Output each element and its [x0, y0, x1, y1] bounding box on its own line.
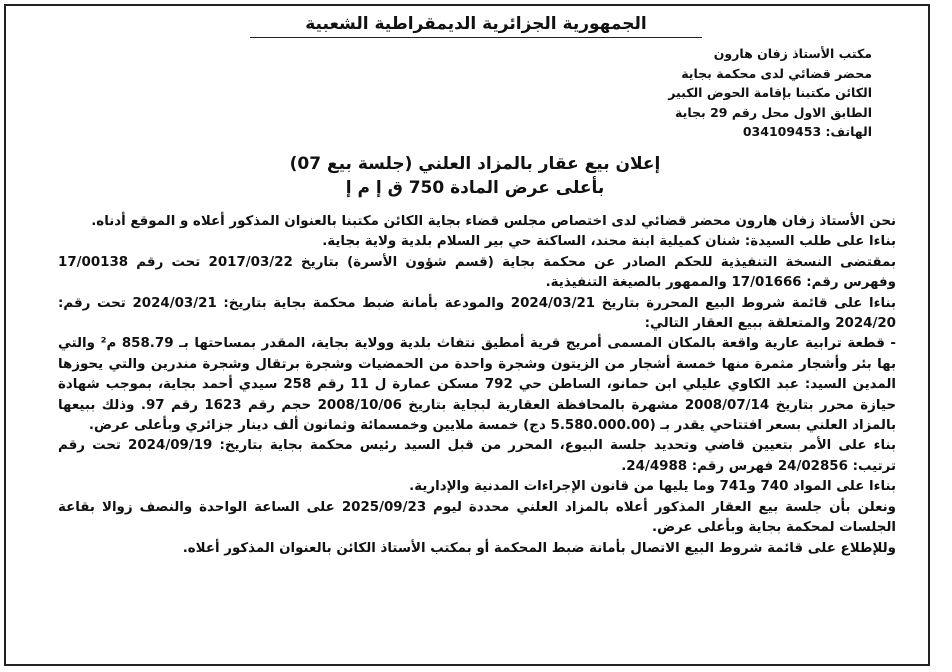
office-phone: الهاتف: 034109453: [742, 124, 872, 139]
body-paragraph-judgment: بمقتضى النسخة التنفيذية للحكم الصادر عن محكمة بجاية (قسم شؤون الأسرة) بتاريخ 2017/03/22 تحت رقم 17/00138 وفهرس رقم: 17/01666 والممهور بالصيغة التنفيذية.: [58, 254, 896, 291]
body-paragraph-conditions: بناءا على قائمة شروط البيع المحررة بتاريخ 2024/03/21 والمودعة بأمانة ضبط محكمة بجاية بتاريخ: 2024/03/21 تحت رقم: 2024/20 والمتعلقة ببيع العقار التالي:: [58, 295, 897, 332]
body-paragraph-session: ونعلن بأن جلسة بيع العقار المذكور أعلاه بالمزاد العلني محددة ليوم 2025/09/23 على الساعة الواحدة والنصف زوالا بقاعة الجلسات لمحكمة بجاية وبأعلى عرض.: [58, 499, 896, 536]
office-role: محضر قضائي لدى محكمة بجاية: [681, 65, 872, 81]
body-paragraph-request: بناءا على طلب السيدة: شنان كميلية ابنة محند، الساكنة حي بير السلام بلدية ولاية بجاية.: [322, 234, 896, 250]
bailiff-office-block: [572, 44, 872, 142]
notice-body: [58, 212, 896, 559]
body-paragraph-property: - قطعة ترابية عارية واقعة بالمكان المسمى أمريج قرية أمطيق نتفاث بلدية وولاية بجاية، المقدر بمساحتها بـ 858.79 م² والتي بها بئر وأشجار مثمرة منها خمسة أشجار من الزيتون وشجرة واحدة من الحمضيات وشجرة برتقال وشجرة مندرين والتي يحوزها المدين السيد: عبد الكاوي عليلي ابن حمانو، الساطن حي 792 مسكن عمارة ل 11 رقم 258 سيدي أحمد بجاية، بموجب شهادة حيازة محرر بتاريخ 2008/07/14 مشهرة بالمحافظة العقارية لبجاية بتاريخ 2008/10/06 حجم رقم 1623 رقم 97. وذلك ببيعها بالمزاد العلني بسعر افتتاحي يقدر بـ (5.580.000.00 دج) خمسة ملايين وخمسمائة وثمانون ألف دينار جزائري وبأعلى عرض.: [58, 336, 897, 434]
body-paragraph-intro: نحن الأستاذ زفان هارون محضر قضائي لدى اختصاص مجلس قضاء بجاية الكائن مكتبنا بالعنوان المذكور أعلاه و الموقع أدناه.: [91, 214, 896, 229]
announcement-subtitle: بأعلى عرض المادة 750 ق إ م إ: [345, 178, 605, 198]
office-name: مكتب الأستاذ زفان هارون: [713, 46, 872, 61]
body-paragraph-contact: وللإطلاع على قائمة شروط البيع الاتصال بأمانة ضبط المحكمة أو بمكتب الأستاذ الكائن بالعنوان المذكور أعلاه.: [182, 540, 896, 556]
republic-header: الجمهورية الجزائرية الديمقراطية الشعبية: [250, 14, 702, 38]
announcement-title: إعلان بيع عقار بالمزاد العلني (جلسة بيع 07): [289, 154, 661, 174]
body-paragraph-articles: بناءا على المواد 740 و741 وما يليها من قانون الإجراءات المدنية والإدارية.: [409, 479, 896, 495]
office-address: الكائن مكتبنا بإقامة الحوض الكبير: [668, 85, 872, 100]
office-floor: الطابق الاول محل رقم 29 بجاية: [675, 104, 872, 120]
body-paragraph-order: بناء على الأمر بتعيين قاضي وتحديد جلسة البيوع، المحرر من قبل السيد رئيس محكمة بجاية بتاريخ: 2024/09/19 تحت رقم ترتيب: 24/02856 فهرس رقم: 24/4988.: [58, 438, 896, 474]
